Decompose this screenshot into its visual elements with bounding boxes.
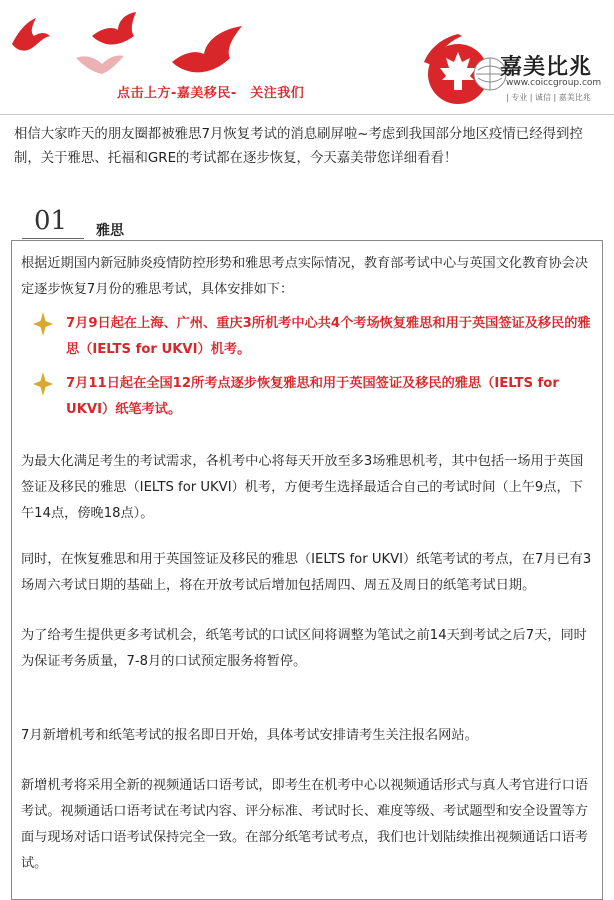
paragraph: 为最大化满足考生的考试需求，各机考中心将每天开放至多3场雅思机考，其中包括一场用于英国签证及移民的雅思（IELTS for UKVI）机考，方便考生选择最适合自己的考试时间（上午9点，下午14点，傍晚18点）。 <box>21 454 584 521</box>
highlight-item: 7月9日起在上海、广州、重庆3所机考中心共4个考场恢复雅思和用于英国签证及移民的雅思（IELTS for UKVI）机考。 <box>66 316 591 357</box>
logo-wordmark: 嘉美比兆 <box>500 54 593 80</box>
paragraph: 同时，在恢复雅思和用于英国签证及移民的雅思（IELTS for UKVI）纸笔考试的考点，在7月已有3场周六考试日期的基础上，将在开放考试后增加包括周四、周五及周日的纸笔考试日期。 <box>21 552 592 593</box>
paragraph: 根据近期国内新冠肺炎疫情防控形势和雅思考点实际情况，教育部考试中心与英国文化教育协会决定逐步恢复7月份的雅思考试，具体安排如下： <box>21 256 589 297</box>
section-number: 01 <box>34 206 68 236</box>
intro-paragraph: 相信大家昨天的朋友圈都被雅思7月恢复考试的消息刷屏啦~考虑到我国部分地区疫情已经得到控制，关于雅思、托福和GRE的考试都在逐步恢复，今天嘉美带您详细看看！ <box>14 127 583 166</box>
logo-url: www.coiccgroup.com <box>506 78 602 88</box>
red-dove-icon <box>8 14 52 58</box>
section-content-box <box>11 240 603 900</box>
gold-star-icon <box>32 311 54 337</box>
paragraph: 新增机考将采用全新的视频通话口语考试，即考生在机考中心以视频通话形式与真人考官进行口语考试。视频通话口语考试在考试内容、评分标准、考试时长、难度等级、考试题型和安全设置等方面与现场对话口语考试保持完全一致。在部分纸笔考试考点，我们也计划陆续推出视频通话口语考试。 <box>21 778 589 871</box>
highlight-item: 7月11日起在全国12所考点逐步恢复雅思和用于英国签证及移民的雅思（IELTS for UKVI）纸笔考试。 <box>66 376 559 417</box>
logo-tagline: | 专业 | 诚信 | 嘉美比兆 <box>506 93 591 102</box>
header-banner <box>0 0 614 112</box>
section-number-underline <box>22 238 84 239</box>
red-dove-icon <box>170 22 246 80</box>
gold-star-icon <box>32 371 54 397</box>
section-title: 雅思 <box>96 223 124 239</box>
header-divider <box>0 114 614 115</box>
follow-us-banner[interactable]: 点击上方-嘉美移民- 关注我们 <box>117 86 305 101</box>
paragraph: 7月新增机考和纸笔考试的报名即日开始，具体考试安排请考生关注报名网站。 <box>21 728 478 743</box>
paragraph: 为了给考生提供更多考试机会，纸笔考试的口试区间将调整为笔试之前14天到考试之后7天，同时为保证考务质量，7-8月的口试预定服务将暂停。 <box>21 628 587 669</box>
pink-dove-icon <box>74 48 126 78</box>
